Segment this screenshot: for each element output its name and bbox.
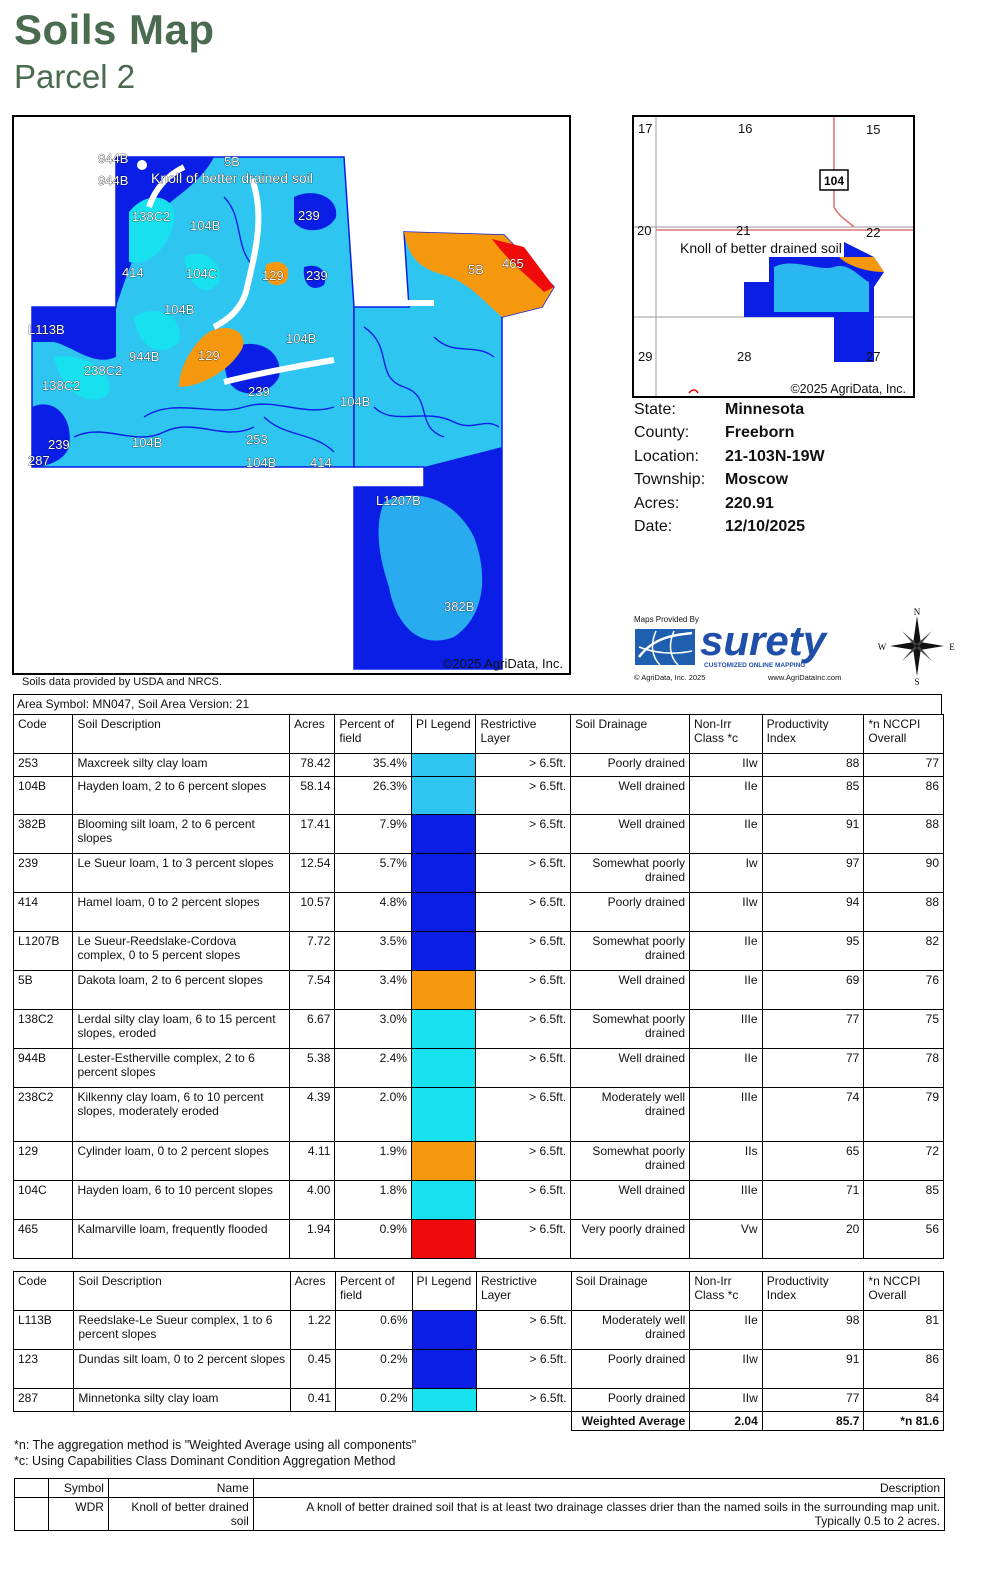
cell-desc: Lester-Estherville complex, 2 to 6 percent slopes [73, 1049, 290, 1088]
cell-acres: 5.38 [290, 1049, 335, 1088]
pi-legend-swatch [412, 1389, 476, 1412]
cell-cls: IIw [690, 893, 763, 932]
cell-acres: 1.22 [290, 1311, 335, 1350]
cell-nccpi: 90 [864, 854, 944, 893]
cell-desc: Dundas silt loam, 0 to 2 percent slopes [74, 1350, 290, 1389]
column-header: Code [14, 715, 73, 754]
cell-desc: Reedslake-Le Sueur complex, 1 to 6 percent slopes [74, 1311, 290, 1350]
cell-nccpi: 78 [864, 1049, 944, 1088]
cell-acres: 0.41 [290, 1389, 335, 1412]
weighted-label: Weighted Average [571, 1412, 690, 1431]
logo-footer-left: © AgriData, Inc. 2025 [634, 673, 706, 682]
table-row [14, 1049, 944, 1088]
map-label: L113B [28, 322, 65, 337]
column-header: Percent of field [335, 715, 412, 754]
cell-code: 104C [14, 1181, 73, 1220]
cell-nccpi: 88 [864, 893, 944, 932]
map-label: 5B [224, 154, 240, 169]
desc-name: Knoll of better drained soil [108, 1498, 253, 1531]
weighted-class: 2.04 [690, 1412, 762, 1431]
cell-desc: Le Sueur loam, 1 to 3 percent slopes [73, 854, 290, 893]
page-title: Soils Map [14, 6, 215, 53]
cell-pct: 3.4% [335, 971, 412, 1010]
column-header: Acres [290, 1272, 335, 1311]
cell-layer: > 6.5ft. [476, 1311, 571, 1350]
cell-cls: IIe [690, 971, 763, 1010]
cell-pi: 77 [762, 1389, 864, 1412]
cell-pct: 2.4% [335, 1049, 412, 1088]
desc-header-name: Name [108, 1479, 253, 1498]
pi-legend-swatch [411, 932, 475, 971]
map-label: 382B [444, 599, 475, 614]
table-row [14, 1311, 944, 1350]
cell-layer: > 6.5ft. [476, 854, 571, 893]
cell-drain: Well drained [571, 815, 690, 854]
cell-desc: Cylinder loam, 0 to 2 percent slopes [73, 1142, 290, 1181]
cell-acres: 7.72 [290, 932, 335, 971]
table-row [14, 1088, 944, 1142]
cell-desc: Kilkenny clay loam, 6 to 10 percent slopes, moderately eroded [73, 1088, 290, 1142]
cell-pi: 69 [762, 971, 864, 1010]
info-value: 21-103N-19W [725, 447, 825, 465]
inset-section: 21 [736, 223, 751, 238]
cell-acres: 0.45 [290, 1350, 335, 1389]
map-label: 414 [122, 265, 144, 280]
cell-cls: IIe [690, 932, 763, 971]
cell-desc: Lerdal silty clay loam, 6 to 15 percent slopes, eroded [73, 1010, 290, 1049]
cell-layer: > 6.5ft. [476, 1010, 571, 1049]
cell-pi: 94 [762, 893, 864, 932]
cell-drain: Somewhat poorly drained [571, 1010, 690, 1049]
cell-pct: 35.4% [335, 754, 412, 777]
desc-header-description: Description [253, 1479, 944, 1498]
pi-legend-swatch [411, 1049, 475, 1088]
cell-code: L1207B [14, 932, 73, 971]
info-value: Moscow [725, 471, 789, 489]
cell-pi: 91 [762, 815, 864, 854]
cell-drain: Poorly drained [571, 754, 690, 777]
knoll-annotation: Knoll of better drained soil [151, 170, 313, 186]
inset-section: 29 [638, 349, 653, 364]
map-label: 239 [248, 384, 270, 399]
cell-layer: > 6.5ft. [476, 893, 571, 932]
inset-section: 28 [737, 349, 752, 364]
area-symbol: Area Symbol: MN047, Soil Area Version: 21 [13, 694, 942, 714]
info-row-township [634, 469, 825, 493]
column-header: Non-Irr Class *c [690, 1272, 762, 1311]
cell-code: 414 [14, 893, 73, 932]
cell-layer: > 6.5ft. [476, 1088, 571, 1142]
footnotes [14, 1437, 416, 1469]
map-label: L1207B [376, 493, 421, 508]
cell-acres: 58.14 [290, 777, 335, 815]
soils-table-primary [13, 714, 944, 1259]
map-label: 129 [262, 268, 284, 283]
inset-section: 17 [638, 121, 653, 136]
cell-cls: IIIe [690, 1088, 763, 1142]
parcel-info [634, 398, 825, 539]
info-value: Minnesota [725, 400, 805, 418]
table-row [14, 1142, 944, 1181]
pi-legend-swatch [411, 815, 475, 854]
cell-pi: 97 [762, 854, 864, 893]
map-label: 414 [310, 455, 332, 470]
map-label: 238C2 [84, 363, 123, 378]
map-label: 104B [190, 218, 221, 233]
pi-legend-swatch [411, 1088, 475, 1142]
cell-drain: Poorly drained [571, 893, 690, 932]
column-header: Soil Description [73, 715, 290, 754]
column-header: PI Legend [411, 715, 475, 754]
cell-acres: 12.54 [290, 854, 335, 893]
info-row-date [634, 516, 825, 540]
column-header: Acres [290, 715, 335, 754]
map-label: 104B [164, 302, 195, 317]
cell-code: 287 [14, 1389, 74, 1412]
info-label: State: [634, 400, 676, 418]
cell-pct: 4.8% [335, 893, 412, 932]
inset-knoll-annotation: Knoll of better drained soil [680, 240, 842, 256]
map-label: 104B [132, 435, 163, 450]
compass-w: W [878, 642, 887, 652]
cell-drain: Somewhat poorly drained [571, 1142, 690, 1181]
cell-nccpi: 76 [864, 971, 944, 1010]
cell-acres: 10.57 [290, 893, 335, 932]
cell-nccpi: 86 [864, 1350, 944, 1389]
location-inset-map[interactable] [632, 115, 915, 398]
column-header: Soil Drainage [571, 1272, 690, 1311]
soils-map[interactable] [12, 115, 571, 675]
column-header: Restrictive Layer [476, 1272, 571, 1311]
info-row-state [634, 398, 825, 422]
cell-layer: > 6.5ft. [476, 1181, 571, 1220]
weighted-average-row [14, 1412, 944, 1431]
cell-desc: Hamel loam, 0 to 2 percent slopes [73, 893, 290, 932]
pi-legend-swatch [411, 754, 475, 777]
cell-drain: Poorly drained [571, 1350, 690, 1389]
cell-layer: > 6.5ft. [476, 932, 571, 971]
cell-drain: Poorly drained [571, 1389, 690, 1412]
cell-drain: Very poorly drained [571, 1220, 690, 1259]
cell-code: L113B [14, 1311, 74, 1350]
cell-pct: 3.5% [335, 932, 412, 971]
pi-legend-swatch [411, 854, 475, 893]
table-row [14, 971, 944, 1010]
pi-legend-swatch [411, 1142, 475, 1181]
logo-tagline: CUSTOMIZED ONLINE MAPPING [704, 662, 806, 669]
info-label: Date: [634, 518, 673, 536]
cell-cls: IIw [690, 1389, 762, 1412]
compass-s: S [914, 677, 920, 686]
globe-icon [634, 627, 696, 667]
cell-pi: 77 [762, 1049, 864, 1088]
info-row-acres [634, 492, 825, 516]
info-value: Freeborn [725, 424, 795, 442]
cell-code: 238C2 [14, 1088, 73, 1142]
map-label: 944B [98, 151, 129, 166]
cell-acres: 4.11 [290, 1142, 335, 1181]
column-header: Code [14, 1272, 74, 1311]
cell-desc: Kalmarville loam, frequently flooded [73, 1220, 290, 1259]
info-label: Township: [634, 471, 706, 489]
cell-pct: 0.2% [336, 1350, 412, 1389]
soils-table-secondary [13, 1271, 944, 1431]
info-label: Location: [634, 447, 699, 465]
pi-legend-swatch [412, 1350, 476, 1389]
info-row-county [634, 422, 825, 446]
map-label: 287 [28, 453, 50, 468]
cell-pi: 98 [762, 1311, 864, 1350]
column-header: PI Legend [412, 1272, 476, 1311]
cell-cls: Iw [690, 854, 763, 893]
cell-cls: IIe [690, 1049, 763, 1088]
cell-pi: 91 [762, 1350, 864, 1389]
column-header: Percent of field [336, 1272, 412, 1311]
map-label: 104B [286, 331, 317, 346]
cell-acres: 6.67 [290, 1010, 335, 1049]
inset-copyright: ©2025 AgriData, Inc. [790, 382, 906, 396]
column-header: Soil Description [74, 1272, 290, 1311]
cell-cls: IIIe [690, 1010, 763, 1049]
cell-layer: > 6.5ft. [476, 815, 571, 854]
table-row [14, 754, 944, 777]
cell-pi: 74 [762, 1088, 864, 1142]
pi-legend-swatch [411, 971, 475, 1010]
table-row [14, 893, 944, 932]
cell-cls: IIw [690, 754, 763, 777]
footnote-n: *n: The aggregation method is "Weighted Average using all components" [14, 1438, 417, 1452]
surety-logo[interactable] [634, 615, 864, 685]
column-header: *n NCCPI Overall [864, 715, 944, 754]
logo-footer-right: www.AgriDataInc.com [768, 673, 842, 682]
cell-pct: 26.3% [335, 777, 412, 815]
inset-road-label: 104 [823, 174, 845, 188]
inset-section: 16 [738, 121, 753, 136]
cell-layer: > 6.5ft. [476, 1220, 571, 1259]
cell-drain: Somewhat poorly drained [571, 854, 690, 893]
cell-code: 104B [14, 777, 73, 815]
inset-drawing [634, 117, 913, 396]
map-label: 138C2 [132, 209, 171, 224]
cell-desc: Le Sueur-Reedslake-Cordova complex, 0 to 5 percent slopes [73, 932, 290, 971]
pi-legend-swatch [411, 777, 475, 815]
info-value: 220.91 [725, 494, 774, 512]
map-label: 104C [186, 266, 218, 281]
cell-acres: 78.42 [290, 754, 335, 777]
cell-drain: Somewhat poorly drained [571, 932, 690, 971]
pi-legend-swatch [411, 1220, 475, 1259]
cell-pi: 20 [762, 1220, 864, 1259]
pi-legend-swatch [411, 1181, 475, 1220]
cell-layer: > 6.5ft. [476, 1049, 571, 1088]
map-label: 239 [298, 208, 320, 223]
cell-layer: > 6.5ft. [476, 777, 571, 815]
cell-pct: 0.9% [335, 1220, 412, 1259]
cell-code: 944B [14, 1049, 73, 1088]
inset-section: 22 [866, 225, 881, 240]
cell-desc: Minnetonka silty clay loam [74, 1389, 290, 1412]
table-row [14, 854, 944, 893]
cell-pi: 88 [762, 754, 864, 777]
inset-section: 20 [637, 223, 652, 238]
cell-nccpi: 56 [864, 1220, 944, 1259]
column-header: Restrictive Layer [476, 715, 571, 754]
cell-code: 382B [14, 815, 73, 854]
cell-cls: Vw [690, 1220, 763, 1259]
cell-cls: IIw [690, 1350, 762, 1389]
cell-nccpi: 81 [864, 1311, 944, 1350]
cell-pi: 65 [762, 1142, 864, 1181]
cell-cls: IIe [690, 1311, 762, 1350]
cell-code: 123 [14, 1350, 74, 1389]
map-label: 465 [502, 256, 524, 271]
inset-section: 27 [866, 349, 881, 364]
map-label: 129 [198, 348, 220, 363]
desc-text: A knoll of better drained soil that is at least two drainage classes drier than the named soils in the surrounding map unit. Typically 0.5 to 2 acres. [253, 1498, 944, 1531]
column-header: Non-Irr Class *c [690, 715, 763, 754]
cell-desc: Hayden loam, 6 to 10 percent slopes [73, 1181, 290, 1220]
compass-rose-icon [878, 606, 956, 686]
cell-nccpi: 82 [864, 932, 944, 971]
cell-drain: Well drained [571, 971, 690, 1010]
table-row [14, 1010, 944, 1049]
column-header: Soil Drainage [571, 715, 690, 754]
cell-pct: 1.8% [335, 1181, 412, 1220]
cell-drain: Well drained [571, 777, 690, 815]
compass-n: N [913, 607, 921, 617]
cell-acres: 4.39 [290, 1088, 335, 1142]
cell-pi: 71 [762, 1181, 864, 1220]
cell-acres: 4.00 [290, 1181, 335, 1220]
pi-legend-swatch [411, 1010, 475, 1049]
map-label: 253 [246, 432, 268, 447]
info-label: County: [634, 424, 690, 442]
cell-desc: Dakota loam, 2 to 6 percent slopes [73, 971, 290, 1010]
cell-nccpi: 75 [864, 1010, 944, 1049]
field-notch [354, 469, 414, 483]
cell-pct: 1.9% [335, 1142, 412, 1181]
cell-pi: 77 [762, 1010, 864, 1049]
inset-section: 15 [866, 122, 881, 137]
table-row [14, 1220, 944, 1259]
info-label: Acres: [634, 494, 680, 512]
cell-drain: Moderately well drained [571, 1311, 690, 1350]
cell-cls: IIs [690, 1142, 763, 1181]
table-row [14, 1389, 944, 1412]
cell-nccpi: 86 [864, 777, 944, 815]
map-copyright: ©2025 AgriData, Inc. [442, 656, 563, 671]
cell-code: 5B [14, 971, 73, 1010]
table-row [14, 1181, 944, 1220]
cell-pct: 0.6% [336, 1311, 412, 1350]
cell-nccpi: 84 [864, 1389, 944, 1412]
cell-nccpi: 77 [864, 754, 944, 777]
cell-acres: 7.54 [290, 971, 335, 1010]
column-header: Productivity Index [762, 1272, 864, 1311]
cell-nccpi: 79 [864, 1088, 944, 1142]
cell-pct: 5.7% [335, 854, 412, 893]
footnote-c: *c: Using Capabilities Class Dominant Condition Aggregation Method [14, 1454, 396, 1468]
table-row [14, 1350, 944, 1389]
map-label: 944B [129, 349, 160, 364]
compass-e: E [949, 642, 955, 652]
weighted-nccpi: *n 81.6 [864, 1412, 944, 1431]
cell-drain: Well drained [571, 1049, 690, 1088]
column-header: *n NCCPI Overall [864, 1272, 944, 1311]
cell-layer: > 6.5ft. [476, 754, 571, 777]
logo-wordmark: surety [700, 617, 827, 664]
cell-desc: Maxcreek silty clay loam [73, 754, 290, 777]
cell-pct: 2.0% [335, 1088, 412, 1142]
desc-symbol: WDR [48, 1498, 108, 1531]
cell-cls: IIe [690, 777, 763, 815]
cell-drain: Well drained [571, 1181, 690, 1220]
data-source-note: Soils data provided by USDA and NRCS. [22, 676, 222, 688]
map-label: 5B [468, 262, 484, 277]
cell-code: 253 [14, 754, 73, 777]
table-row [14, 932, 944, 971]
map-label: 104B [340, 394, 371, 409]
cell-pi: 85 [762, 777, 864, 815]
cell-desc: Blooming silt loam, 2 to 6 percent slopes [73, 815, 290, 854]
symbol-description-table [14, 1478, 945, 1531]
cell-drain: Moderately well drained [571, 1088, 690, 1142]
cell-cls: IIe [690, 815, 763, 854]
pi-legend-swatch [412, 1311, 476, 1350]
soils-map-drawing [14, 117, 569, 673]
cell-nccpi: 85 [864, 1181, 944, 1220]
cell-layer: > 6.5ft. [476, 1389, 571, 1412]
info-value: 12/10/2025 [725, 518, 806, 536]
cell-layer: > 6.5ft. [476, 971, 571, 1010]
pi-legend-swatch [411, 893, 475, 932]
table-header-row [14, 1272, 944, 1311]
table-row [14, 815, 944, 854]
cell-code: 129 [14, 1142, 73, 1181]
table-row [14, 777, 944, 815]
cell-pct: 7.9% [335, 815, 412, 854]
weighted-pi: 85.7 [762, 1412, 864, 1431]
cell-layer: > 6.5ft. [476, 1350, 571, 1389]
table-header-row [14, 715, 944, 754]
cell-pct: 0.2% [336, 1389, 412, 1412]
cell-acres: 17.41 [290, 815, 335, 854]
cell-code: 465 [14, 1220, 73, 1259]
map-label: 239 [48, 437, 70, 452]
cell-code: 138C2 [14, 1010, 73, 1049]
map-label: 239 [306, 268, 328, 283]
map-label: 104B [246, 455, 277, 470]
cell-desc: Hayden loam, 2 to 6 percent slopes [73, 777, 290, 815]
cell-nccpi: 72 [864, 1142, 944, 1181]
cell-acres: 1.94 [290, 1220, 335, 1259]
column-header: Productivity Index [762, 715, 864, 754]
cell-pct: 3.0% [335, 1010, 412, 1049]
logo-provided-by: Maps Provided By [634, 615, 699, 624]
cell-nccpi: 88 [864, 815, 944, 854]
map-label: 944B [98, 173, 129, 188]
cell-cls: IIIe [690, 1181, 763, 1220]
cell-code: 239 [14, 854, 73, 893]
map-label: 138C2 [42, 378, 81, 393]
knoll-symbol-icon [137, 160, 147, 170]
cell-layer: > 6.5ft. [476, 1142, 571, 1181]
page-subtitle: Parcel 2 [14, 58, 136, 95]
desc-header-symbol: Symbol [48, 1479, 108, 1498]
info-row-location [634, 445, 825, 469]
cell-pi: 95 [762, 932, 864, 971]
